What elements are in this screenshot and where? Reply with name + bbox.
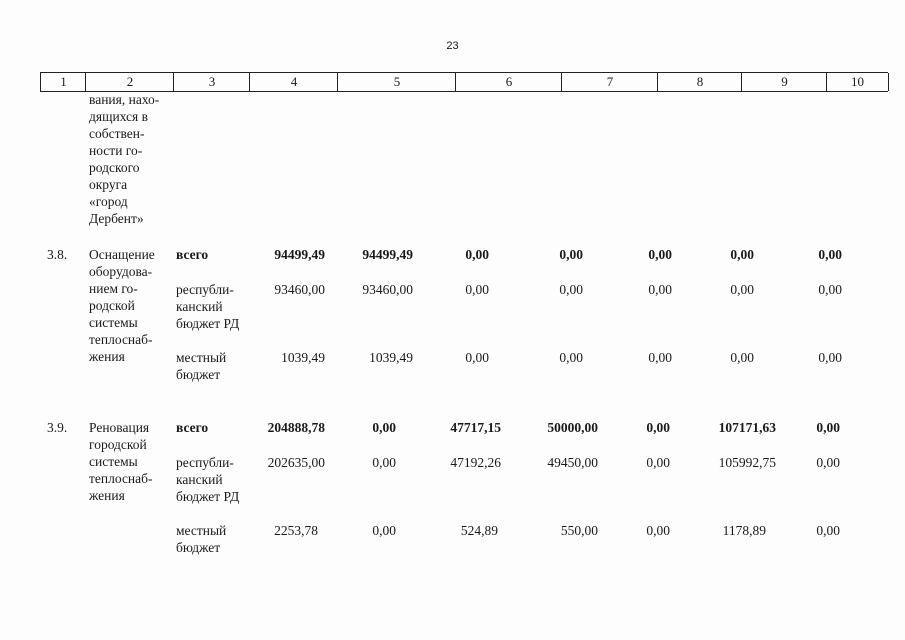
cell-col7: 0,00 <box>559 350 583 365</box>
source-label: местный бюджет <box>176 523 227 555</box>
page-number: 23 <box>446 40 459 52</box>
column-header-8: 8 <box>657 73 742 91</box>
column-header-1: 1 <box>40 73 86 91</box>
column-header-2: 2 <box>85 73 174 91</box>
cell-col7: 550,00 <box>560 523 598 538</box>
cell-col10: 0,00 <box>818 247 842 262</box>
cell-col6: 524,89 <box>460 523 498 538</box>
column-header-3: 3 <box>173 73 250 91</box>
cell-col6: 0,00 <box>465 350 489 365</box>
cell-col5: 93460,00 <box>362 282 413 297</box>
cell-col9: 107171,63 <box>718 420 776 435</box>
cell-col4: 2253,78 <box>274 523 318 538</box>
cell-col8: 0,00 <box>646 523 670 538</box>
cell-col5: 1039,49 <box>369 350 413 365</box>
cell-col4: 202635,00 <box>267 455 325 470</box>
cell-col6: 0,00 <box>465 282 489 297</box>
cell-col5: 0,00 <box>372 523 396 538</box>
column-header-6: 6 <box>455 73 562 91</box>
continued-item-name: вания, нахо- дящихся в собствен- ности го- родского округа «город Дербент» <box>89 92 160 226</box>
cell-col9: 1178,89 <box>722 523 766 538</box>
source-label: всего <box>176 247 209 262</box>
cell-col6: 0,00 <box>465 247 489 262</box>
cell-col7: 50000,00 <box>547 420 598 435</box>
cell-col10: 0,00 <box>816 523 840 538</box>
cell-col4: 93460,00 <box>274 282 325 297</box>
cell-col10: 0,00 <box>818 350 842 365</box>
cell-col4: 204888,78 <box>267 420 325 435</box>
cell-col7: 0,00 <box>559 282 583 297</box>
cell-col7: 49450,00 <box>547 455 598 470</box>
cell-col5: 94499,49 <box>362 247 413 262</box>
cell-col5: 0,00 <box>372 420 396 435</box>
cell-col9: 0,00 <box>730 282 754 297</box>
cell-col8: 0,00 <box>648 247 672 262</box>
cell-col7: 0,00 <box>559 247 583 262</box>
source-label: местный бюджет <box>176 350 227 382</box>
source-label: республи- канский бюджет РД <box>176 455 240 504</box>
section-number: 3.8. <box>47 247 68 262</box>
cell-col5: 0,00 <box>372 455 396 470</box>
cell-col8: 0,00 <box>646 420 670 435</box>
cell-col8: 0,00 <box>648 350 672 365</box>
column-header-5: 5 <box>337 73 456 91</box>
table-header-row <box>40 72 888 92</box>
source-label: всего <box>176 420 209 435</box>
section-name: Оснащение оборудова- нием го- родской системы теплоснаб- жения <box>89 247 155 364</box>
cell-col9: 0,00 <box>730 247 754 262</box>
column-header-4: 4 <box>249 73 338 91</box>
cell-col10: 0,00 <box>818 282 842 297</box>
cell-col9: 105992,75 <box>718 455 776 470</box>
source-label: республи- канский бюджет РД <box>176 282 240 331</box>
cell-col10: 0,00 <box>816 420 840 435</box>
cell-col6: 47192,26 <box>450 455 501 470</box>
section-name: Реновация городской системы теплоснаб- жения <box>89 420 153 503</box>
column-header-10: 10 <box>826 73 889 91</box>
section-number: 3.9. <box>47 420 68 435</box>
cell-col10: 0,00 <box>816 455 840 470</box>
cell-col4: 1039,49 <box>281 350 325 365</box>
column-header-7: 7 <box>561 73 658 91</box>
column-header-9: 9 <box>741 73 827 91</box>
cell-col8: 0,00 <box>646 455 670 470</box>
cell-col9: 0,00 <box>730 350 754 365</box>
cell-col8: 0,00 <box>648 282 672 297</box>
cell-col4: 94499,49 <box>274 247 325 262</box>
cell-col6: 47717,15 <box>450 420 501 435</box>
